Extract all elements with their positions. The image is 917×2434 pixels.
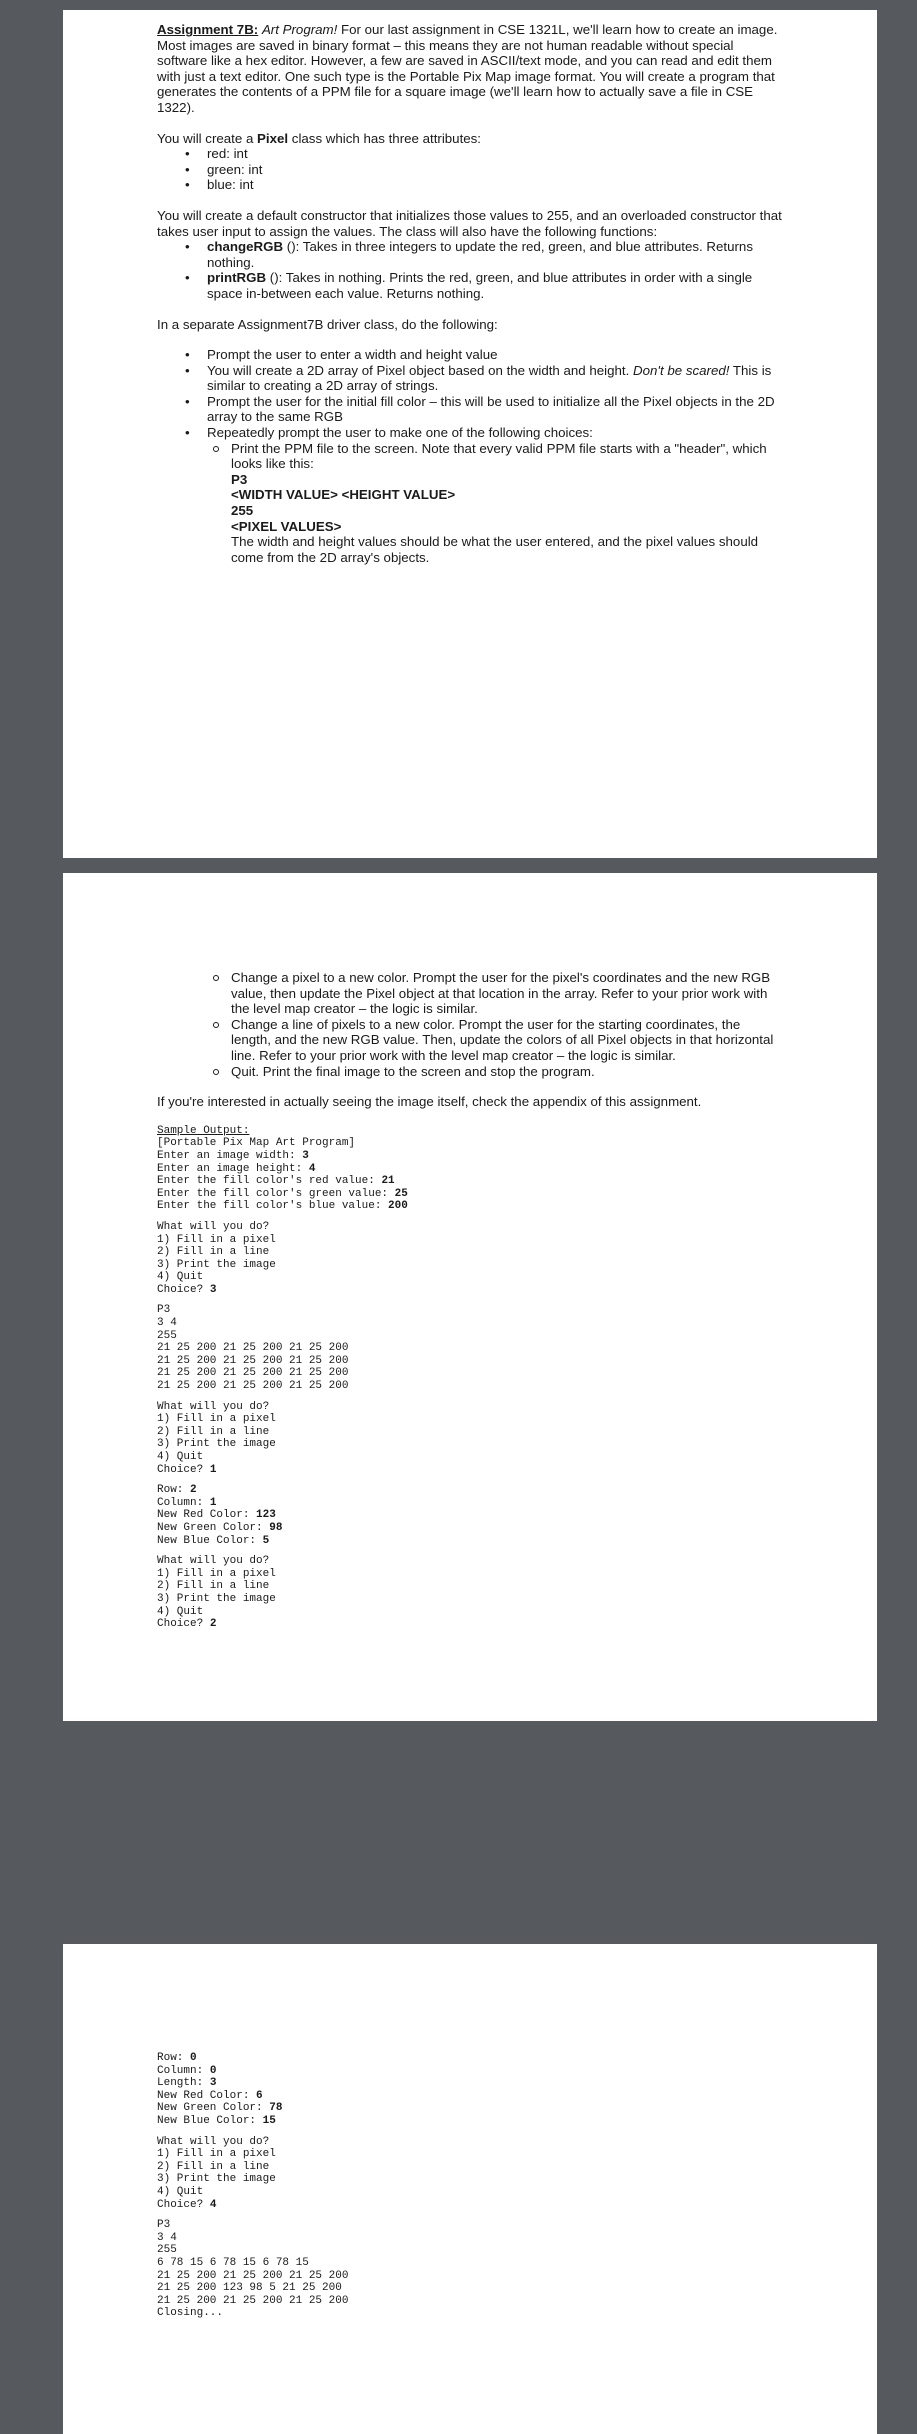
document-page-3: [63, 1944, 877, 2434]
menu-line: 2) Fill in a line: [157, 2160, 270, 2173]
list-item: [157, 270, 783, 301]
menu-line: 2) Fill in a line: [157, 1246, 270, 1259]
list-item: • Prompt the user for the initial fill color – this will be used to initialize all the Pixel objects in the 2D array to the same RGB: [157, 394, 783, 425]
ppm-line: 255: [157, 1329, 177, 1342]
print-choice-after: The width and height values should be what the user entered, and the pixel values should come from the 2D array's objects.: [231, 534, 759, 565]
function-desc: (): Takes in nothing. Prints the red, green, and blue attributes in order with a single space in-between each value. Returns nothing.: [207, 270, 753, 301]
menu-line: 4) Quit: [157, 1271, 204, 1284]
console-line: Choice? 4: [157, 2198, 217, 2211]
assignment-subtitle: Art Program!: [261, 22, 338, 37]
print-choice-text: Print the PPM file to the screen. Note that every valid PPM file starts with a "header", which looks like this:: [231, 440, 767, 472]
console-line: New Green Color: 78: [157, 2102, 283, 2115]
console-line: Column: 0: [157, 2064, 217, 2077]
menu-line: 4) Quit: [157, 1605, 204, 1618]
list-item: Change a pixel to a new color. Prompt the user for the pixel's coordinates and the new RGB value, then update the Pixel object at that location in the array. Refer to your prior work with the level map creator – the logic is similar.: [157, 970, 783, 1017]
console-line: Enter the fill color's blue value: 200: [157, 1200, 408, 1213]
ppm-line: 21 25 200 21 25 200 21 25 200: [157, 1342, 349, 1355]
driver-intro: In a separate Assignment7B driver class, do the following:: [157, 316, 498, 332]
pixel-intro-before: You will create a: [157, 130, 258, 146]
list-item: • Prompt the user to enter a width and height value: [157, 347, 783, 363]
menu-line: What will you do?: [157, 2135, 270, 2148]
console-line: Enter the fill color's red value: 21: [157, 1175, 395, 1188]
choice-sublist-continued: [157, 970, 783, 1079]
list-item: • green: int: [157, 162, 783, 178]
menu-line: 1) Fill in a pixel: [157, 1567, 276, 1580]
attribute-list: [157, 146, 783, 193]
ppm-line: 21 25 200 21 25 200 21 25 200: [157, 1380, 349, 1393]
ppm-header-max: 255: [231, 503, 254, 519]
list-item: • blue: int: [157, 177, 783, 193]
closing-line: Closing...: [157, 2307, 224, 2320]
ppm-header-dims: <WIDTH VALUE> <HEIGHT VALUE>: [231, 487, 456, 503]
console-line: Row: 2: [157, 1484, 197, 1497]
ppm-header-magic: P3: [231, 471, 248, 487]
program-banner: [Portable Pix Map Art Program]: [157, 1137, 356, 1150]
document-page-2: [63, 873, 877, 1721]
driver-steps: [157, 347, 783, 441]
menu-line: 2) Fill in a line: [157, 1425, 270, 1438]
ppm-line: P3: [157, 2219, 171, 2232]
intro-paragraph: [157, 22, 783, 116]
constructor-paragraph: You will create a default constructor that initializes those values to 255, and an overloaded constructor that takes user input to assign the values. The class will also have the following functions:: [157, 207, 782, 239]
list-item: Change a line of pixels to a new color. Prompt the user for the starting coordinates, the length, and the new RGB value. Then, update the colors of all Pixel objects in that horizontal line. Refer to your prior work with the level map creator – the logic is similar.: [157, 1017, 783, 1064]
function-list: [157, 239, 783, 301]
console-line: Enter an image width: 3: [157, 1149, 309, 1162]
menu-line: What will you do?: [157, 1220, 270, 1233]
console-line: New Red Color: 123: [157, 1509, 276, 1522]
step-italic: Don't be scared!: [633, 362, 730, 378]
console-line: Row: 0: [157, 2052, 197, 2064]
ppm-line: 6 78 15 6 78 15 6 78 15: [157, 2256, 309, 2269]
document-page-1: [63, 10, 877, 858]
console-line: Column: 1: [157, 1496, 217, 1509]
pixel-class-intro: [157, 131, 783, 147]
menu-line: What will you do?: [157, 1400, 270, 1413]
ppm-header-pixels: <PIXEL VALUES>: [231, 518, 342, 534]
menu-line: 1) Fill in a pixel: [157, 1413, 276, 1426]
step-text: This is similar to creating a 2D array of strings.: [207, 362, 772, 394]
ppm-line: 21 25 200 21 25 200 21 25 200: [157, 2294, 349, 2307]
console-line: Choice? 2: [157, 1618, 217, 1631]
function-desc: (): Takes in three integers to update the red, green, and blue attributes. Returns nothing.: [207, 239, 753, 270]
list-item: [157, 363, 783, 394]
console-line: Length: 3: [157, 2077, 217, 2090]
list-item: • red: int: [157, 146, 783, 162]
sample-output-heading: Sample Output:: [157, 1124, 250, 1137]
pixel-class-name: Pixel: [257, 130, 289, 146]
list-item: [157, 239, 783, 270]
choice-sublist: [157, 441, 783, 566]
function-name: changeRGB: [207, 239, 284, 255]
menu-line: 2) Fill in a line: [157, 1580, 270, 1593]
console-line: Choice? 3: [157, 1283, 217, 1296]
menu-line: 4) Quit: [157, 2185, 204, 2198]
step-text: You will create a 2D array of Pixel object based on the width and height.: [207, 362, 634, 378]
console-line: New Red Color: 6: [157, 2089, 263, 2102]
menu-line: 3) Print the image: [157, 1258, 276, 1271]
console-line: Enter an image height: 4: [157, 1162, 316, 1175]
ppm-line: 3 4: [157, 2231, 177, 2244]
assignment-title: Assignment 7B:: [157, 22, 259, 37]
pixel-intro-after: class which has three attributes:: [288, 130, 482, 146]
list-item: [157, 441, 783, 566]
menu-line: 3) Print the image: [157, 1592, 276, 1605]
appendix-note: If you're interested in actually seeing the image itself, check the appendix of this assignment.: [157, 1094, 702, 1110]
menu-line: 3) Print the image: [157, 2173, 276, 2186]
menu-line: What will you do?: [157, 1555, 270, 1568]
console-line: Enter the fill color's green value: 25: [157, 1187, 408, 1200]
menu-line: 1) Fill in a pixel: [157, 1233, 276, 1246]
menu-line: 1) Fill in a pixel: [157, 2148, 276, 2161]
menu-line: 4) Quit: [157, 1451, 204, 1463]
console-line: New Blue Color: 15: [157, 2114, 276, 2127]
ppm-line: 21 25 200 21 25 200 21 25 200: [157, 2269, 349, 2282]
ppm-line: 21 25 200 123 98 5 21 25 200: [157, 2282, 342, 2295]
ppm-line: 255: [157, 2244, 177, 2257]
console-line: New Blue Color: 5: [157, 1534, 270, 1547]
console-line: Choice? 1: [157, 1463, 217, 1476]
list-item: • Repeatedly prompt the user to make one of the following choices:: [157, 425, 783, 441]
intro-text: For our last assignment in CSE 1321L, we'll learn how to create an image. Most images are saved in binary format – this means they are not human readable without special software like a hex editor. However, a few are saved in ASCII/text mode, and you can read and edit them with just a text editor. One such type is the Portable Pix Map image format. You will create a program that generates the contents of a PPM file for a square image (we'll learn how to actually save a file in CSE 1322).: [157, 22, 778, 115]
ppm-line: 21 25 200 21 25 200 21 25 200: [157, 1367, 349, 1380]
list-item: Quit. Print the final image to the screen and stop the program.: [157, 1064, 783, 1080]
console-line: New Green Color: 98: [157, 1521, 283, 1534]
menu-line: 3) Print the image: [157, 1438, 276, 1451]
ppm-line: 21 25 200 21 25 200 21 25 200: [157, 1354, 349, 1367]
ppm-line: P3: [157, 1304, 171, 1317]
ppm-line: 3 4: [157, 1317, 177, 1330]
function-name: printRGB: [207, 270, 267, 286]
